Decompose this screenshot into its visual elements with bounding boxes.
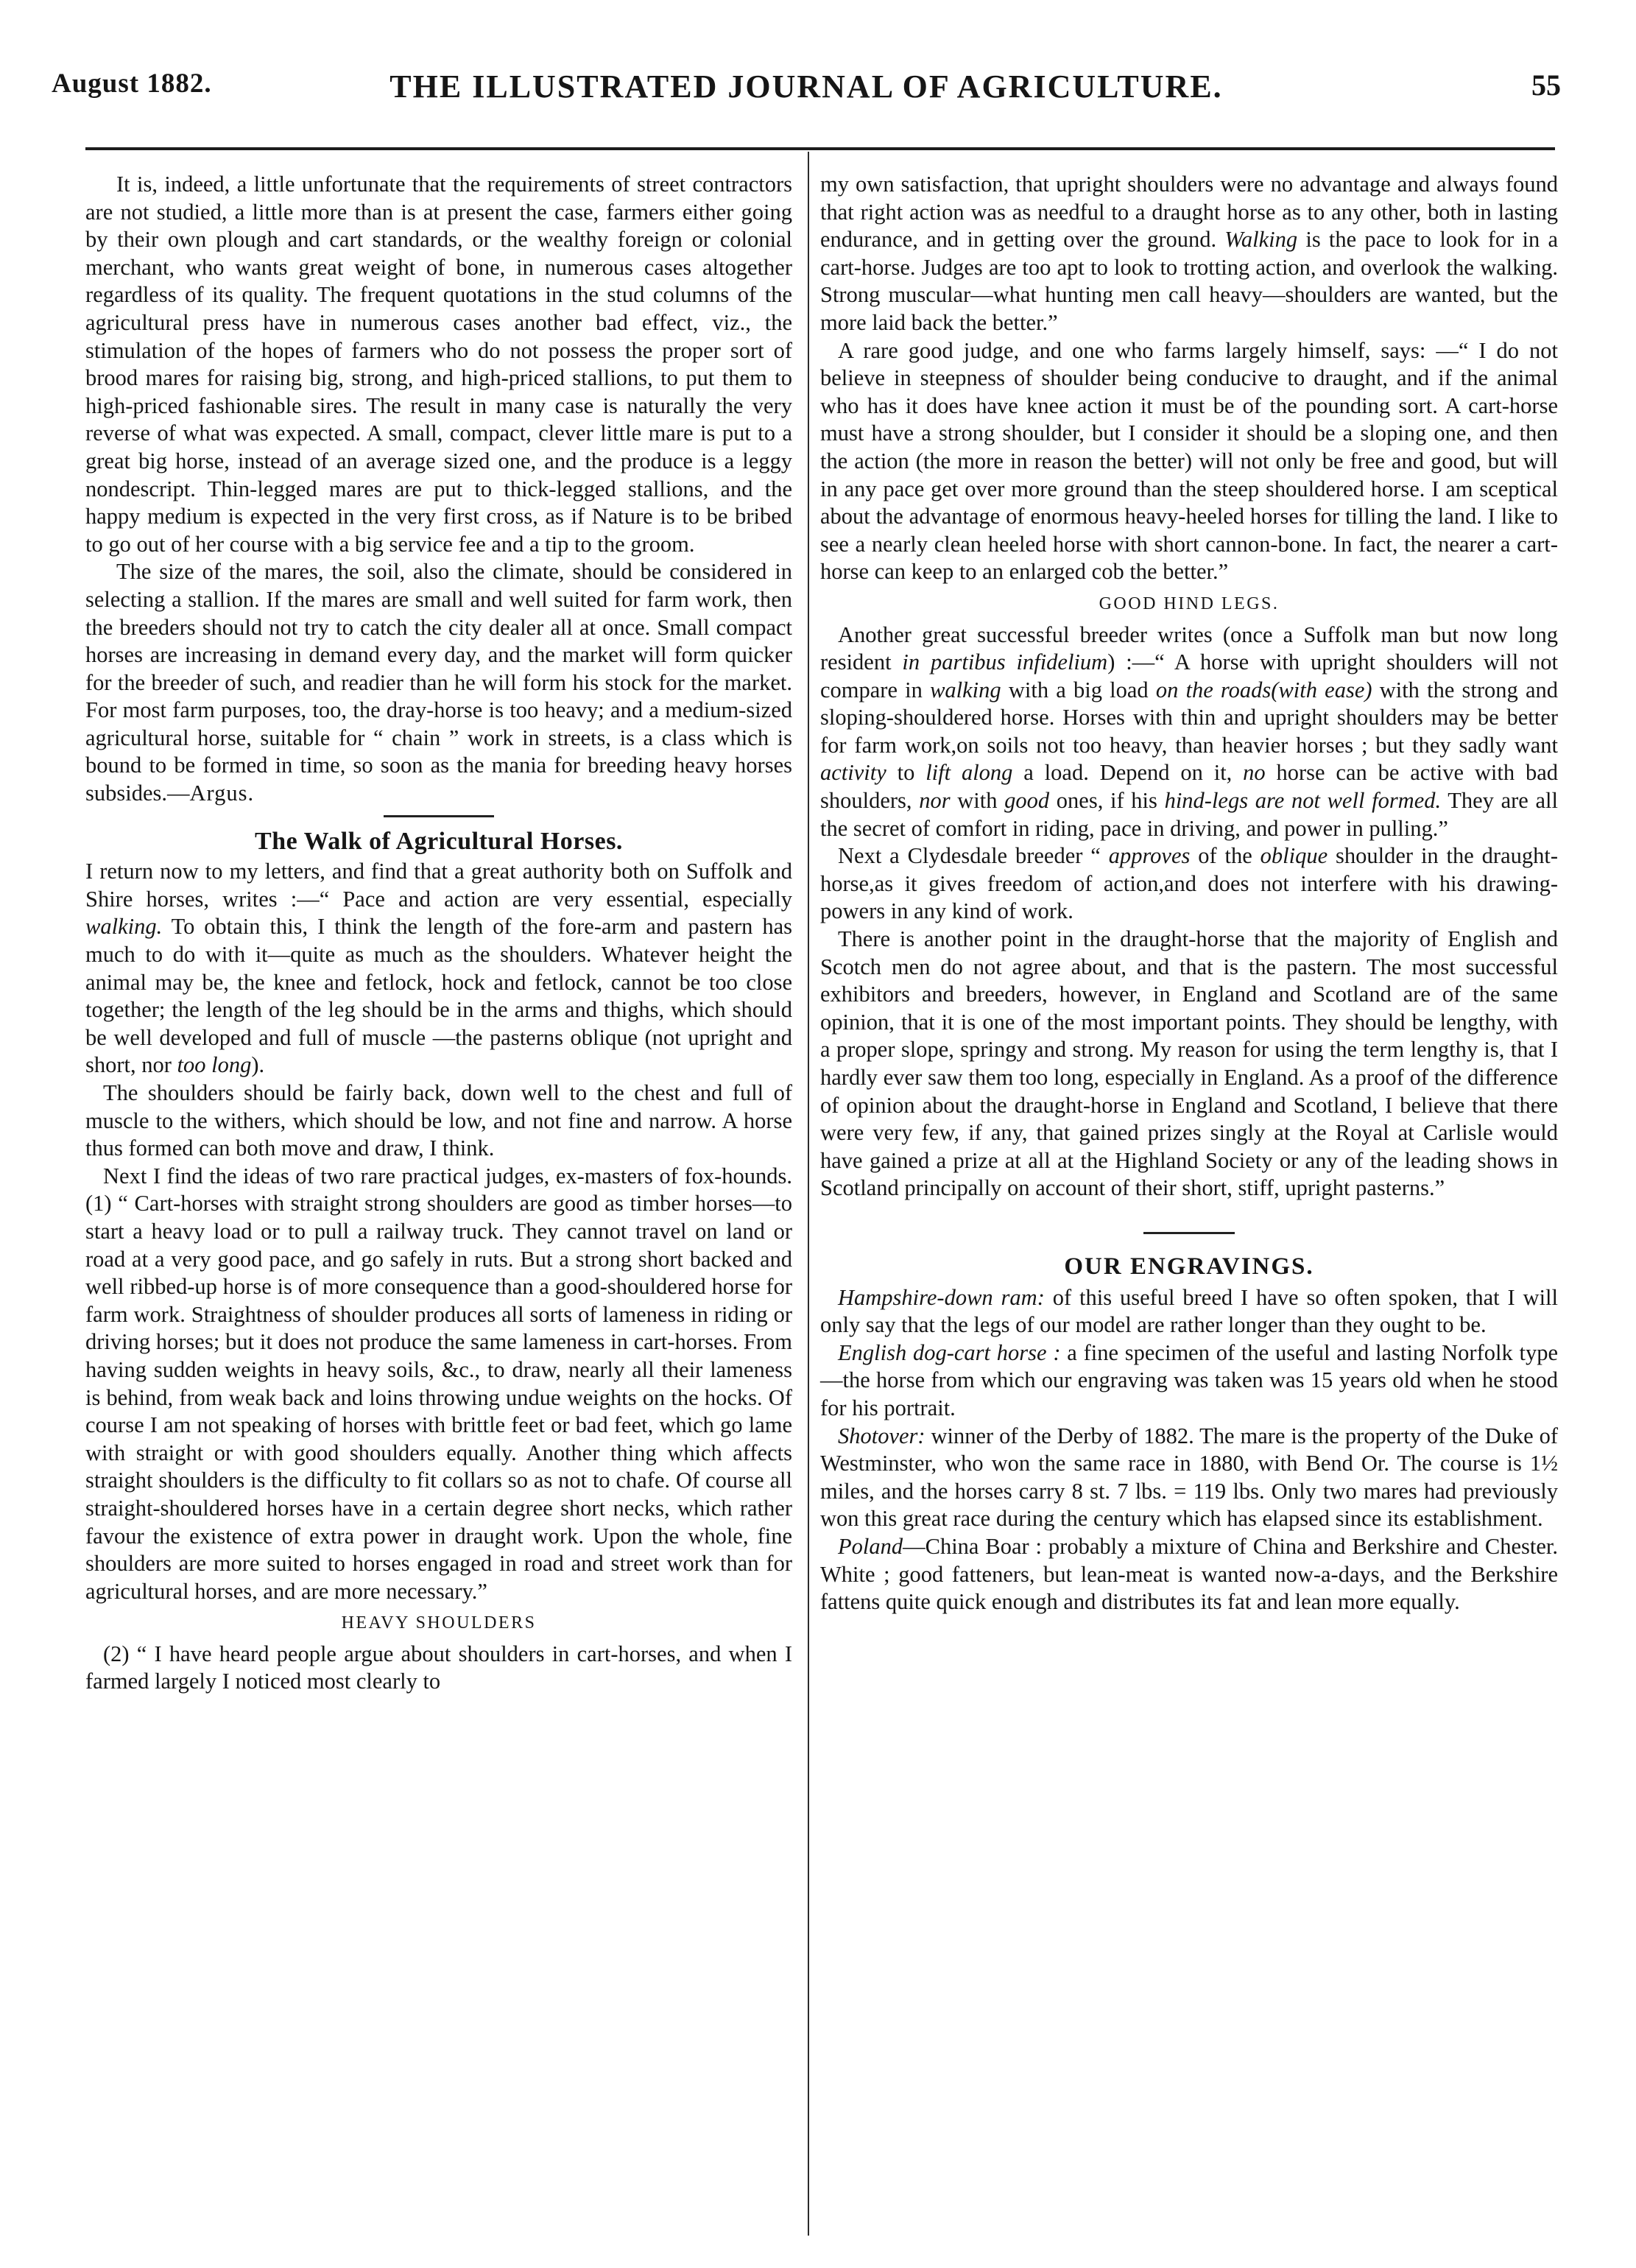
signature: Argus. (189, 781, 255, 806)
journal-title: THE ILLUSTRATED JOURNAL OF AGRICULTURE. (389, 68, 1223, 105)
right-p3-text-e: to (886, 760, 926, 786)
right-p3-italic-3: on the roads(with ease) (1155, 677, 1372, 702)
engraving-shotover-label: Shotover: (838, 1423, 925, 1448)
page-number: 55 (1531, 68, 1561, 102)
intro-paragraph-2-text: The size of the mares, the soil, also the climate, should be considered in selecting a stallion. If the mares are small and well suited for farm work, then the breeders should not try to catch the city dealer all at once. Small compact horses are increasing in demand every day, and the market will form quicker for the breeder of such, and readier than he will form his stock for the market. For most farm purposes, too, the dray-horse is too heavy; and a medium-sized agricultural horse, suitable for “ chain ” work in streets, is a class which is bound to be formed in time, so soon as the mania for breeding heavy horses subsides.— (85, 559, 792, 806)
walk-p1-text-b: To obtain this, I think the length of the fore-arm and pastern has much to do with it—quite as much as the shoulders. Whatever height the animal may be, the knee and fetlock, hock and fetlock, cannot be too close together; the length of the leg should be in the arms and thighs, which should be well developed and full of muscle —the pasterns oblique (not upright and short, nor (85, 914, 792, 1078)
engraving-dog-cart-label: English dog-cart horse : (838, 1339, 1061, 1365)
issue-date: August 1882. (52, 68, 212, 99)
walk-p1-text-c: ). (251, 1052, 265, 1078)
right-p4-text-a: Next a Clydesdale breeder “ (838, 843, 1109, 869)
engraving-item-dog-cart-horse (820, 1339, 1558, 1423)
engraving-ram-text: of this useful breed I have so often spoken, that I will only say that the legs of our model are rather longer than they ought to be. (820, 1284, 1558, 1338)
right-p3-italic-9: hind-legs are not well formed. (1164, 788, 1442, 814)
right-paragraph-4 (820, 842, 1558, 926)
engraving-shotover-text: winner of the Derby of 1882. The mare is the property of the Duke of Westminster, who won the same race in 1880, with Bend Or. The course is 1½ miles, and the horses carry 8 st. 7 lbs. = 119 lbs. Only two mares had previously won this great race during the century which has elapsed since its establishment. (820, 1423, 1558, 1532)
heavy-shoulders-subhead: HEAVY SHOULDERS (341, 1613, 537, 1633)
right-p4-text-b: of the (1190, 843, 1261, 869)
right-p3-text-d: with the strong and sloping-shouldered horse. Horses with thin and upright shoulders may be better for farm work,on soils not too heavy, than heavier horses ; but they sadly want (820, 677, 1558, 758)
walk-p1-italic-a: walking. (85, 914, 163, 940)
right-p1-text-b: is the pace to look for in a cart-horse. Judges are too apt to look to trotting action, and overlook the walking. Strong muscular—what hunting men call heavy—shoulders are wanted, but the more laid back the better.” (820, 227, 1558, 335)
header-rule (85, 147, 1555, 150)
section-divider (384, 815, 494, 817)
walk-p1-italic-b: too long (177, 1052, 252, 1078)
engraving-dog-cart-text: a fine specimen of the useful and lasting Norfolk type—the horse from which our engraving was taken was 15 years old when he stood for his portrait. (820, 1339, 1559, 1420)
good-hind-legs-subhead: GOOD HIND LEGS. (1099, 594, 1280, 613)
right-p3-italic-1: in partibus infidelium (902, 649, 1108, 675)
right-p4-text-c: shoulder in the draught-horse,as it gives freedom of action,and does not interfere with his drawing-powers in any kind of work. (820, 843, 1559, 924)
right-p3-text-b: ) :—“ A horse with upright shoulders will not compare in (820, 649, 1558, 702)
right-paragraph-5: There is another point in the draught-horse that the majority of English and Scotch men do not agree about, and that is the pastern. The most successful exhibitors and breeders, however, in England and Scotland are of the same opinion, that it is one of the most important points. They should be lengthy, with a proper slope, springy and strong. My reason for using the term lengthy is, that I hardly ever saw them too long, especially in England. As a proof of the difference of opinion about the draught-horse in England and Scotland, I believe that there were very few, if any, that gained prizes singly at the Royal at Carlisle would have gained a prize at all at the Highland Society or any of the leading shows in Scotland principally on account of their short, stiff, upright pasterns.” (820, 926, 1558, 1201)
right-paragraph-1 (820, 171, 1558, 337)
right-p3-italic-8: good (1004, 788, 1050, 814)
engraving-boar-label: Poland (838, 1533, 903, 1559)
walk-paragraph-4: (2) “ I have heard people argue about shoulders in cart-horses, and when I farmed largely I noticed most clearly to (85, 1641, 792, 1694)
engraving-item-poland-china-boar (820, 1533, 1558, 1616)
right-p3-text-k: They are all the secret of comfort in riding, pace in driving, and power in pulling.” (820, 788, 1558, 841)
walk-section-title: The Walk of Agricultural Horses. (255, 827, 623, 855)
right-p3-text-f: a load. Depend on it, (1012, 760, 1244, 786)
walk-paragraph-1 (85, 858, 792, 1080)
right-p4-italic-2: oblique (1260, 843, 1328, 869)
section-divider (1143, 1232, 1235, 1234)
right-column (820, 171, 1558, 1616)
right-paragraph-2: A rare good judge, and one who farms largely himself, says: —“ I do not believe in steepness of shoulder being conducive to draught, and if the animal who has it does have knee action it must be of the pounding sort. A cart-horse must have a strong shoulder, but I consider it should be a sloping one, and then the action (the more in reason the better) will not only be free and good, but will in any pace get over more ground than the steep shouldered horse. I am sceptical about the advantage of enormous heavy-heeled horses for tilling the land. I like to see a nearly clean heeled horse with short cannon-bone. In fact, the nearer a cart-horse can keep to an enlarged cob the better.” (820, 337, 1558, 585)
engraving-ram-label: Hampshire-down ram: (838, 1284, 1045, 1310)
engraving-item-ram (820, 1284, 1558, 1339)
walk-paragraph-3: Next I find the ideas of two rare practical judges, ex-masters of fox-hounds. (1) “ Cart-horses with straight strong shoulders are good as timber horses—to start a heavy load or to pull a railway truck. They cannot travel on land or road at a very good pace, and go safely in ruts. But a strong short backed and well ribbed-up horse is of more consequence than a good-shouldered horse for farm work. Straightness of shoulder produces all sorts of lameness in riding or driving horses; but it does not produce the same lameness in cart-horses. From having sudden weights in heavy soils, &c., to draw, nearly all their lameness is behind, from weak back and loins throwing undue weights on the hocks. Of course I am not speaking of horses with brittle feet or bad feet, which go lame with straight or with good shoulders equally. Another thing which affects straight shoulders is the difficulty to fit collars so as not to chafe. Of course all straight-shouldered horses have in a certain degree short necks, which rather favour the existence of extra power in draught work. Upon the whole, fine shoulders are more suited to horses engaged in road and street work than for agricultural horses, and are more necessary.” (85, 1163, 792, 1604)
intro-paragraph-1: It is, indeed, a little unfortunate that the requirements of street contractors are not studied, a little more than is at present the case, farmers either going by their own plough and cart standards, or the wealthy foreign or colonial merchant, who wants great weight of bone, in numerous cases altogether regardless of its quality. The frequent quotations in the stud columns of the agricultural press have in numerous cases another bad effect, viz., the stimulation of the hopes of farmers who do not possess the proper sort of brood mares for raising big, strong, and high-priced stallions, to put them to high-priced fashionable sires. The result in many case is naturally the very reverse of what was expected. A small, compact, clever little mare is put to a great big horse, instead of an average sized one, and the produce is a leggy nondescript. Thin-legged mares are put to thick-legged stallions, and the happy medium is expected in the very first cross, as if Nature is to be bribed to go out of her course with a big service fee and a tip to the groom. (85, 172, 792, 557)
engravings-section-title: OUR ENGRAVINGS. (1064, 1253, 1314, 1280)
right-p4-italic-1: approves (1108, 843, 1191, 869)
right-p3-italic-4: activity (820, 760, 886, 786)
engraving-boar-text: —China Boar : probably a mixture of China and Berkshire and Chester. White ; good fatteners, but lean-meat is wanted now-a-days, and the Berkshire fattens quite quick enough and distributes its fat and lean more equally. (820, 1533, 1558, 1615)
right-p3-text-a: Another great successful breeder writes (once a Suffolk man but now long resident (820, 621, 1558, 675)
right-p1-text-a: my own satisfaction, that upright shoulders were no advantage and always found that right action was as needful to a draught horse as to any other, both in lasting endurance, and in getting over the ground. (820, 172, 1558, 253)
right-p3-italic-7: nor (919, 788, 951, 814)
right-p3-text-c: with a big load (1001, 677, 1156, 702)
column-divider (808, 152, 809, 2236)
right-p3-italic-5: lift along (925, 760, 1013, 786)
right-p3-text-g: horse can be active with bad shoulders, (820, 760, 1559, 814)
walk-paragraph-2: The shoulders should be fairly back, down well to the chest and full of muscle to the withers, which should be low, and not fine and narrow. A horse thus formed can both move and draw, I think. (85, 1080, 792, 1161)
right-p3-italic-2: walking (930, 677, 1001, 702)
right-p3-text-h: with (950, 788, 1005, 814)
engraving-item-shotover (820, 1423, 1558, 1533)
left-column (85, 171, 792, 1696)
intro-paragraph-2 (85, 558, 792, 807)
right-p3-italic-6: no (1243, 760, 1266, 786)
page-header (52, 68, 1561, 112)
right-paragraph-3 (820, 621, 1558, 843)
right-p1-italic: Walking (1224, 227, 1298, 253)
right-p3-text-j: ones, if his (1049, 788, 1165, 814)
walk-p1-text-a: I return now to my letters, and find that a great authority both on Suffolk and Shire horses, writes :—“ Pace and action are very essential, especially (85, 859, 792, 912)
